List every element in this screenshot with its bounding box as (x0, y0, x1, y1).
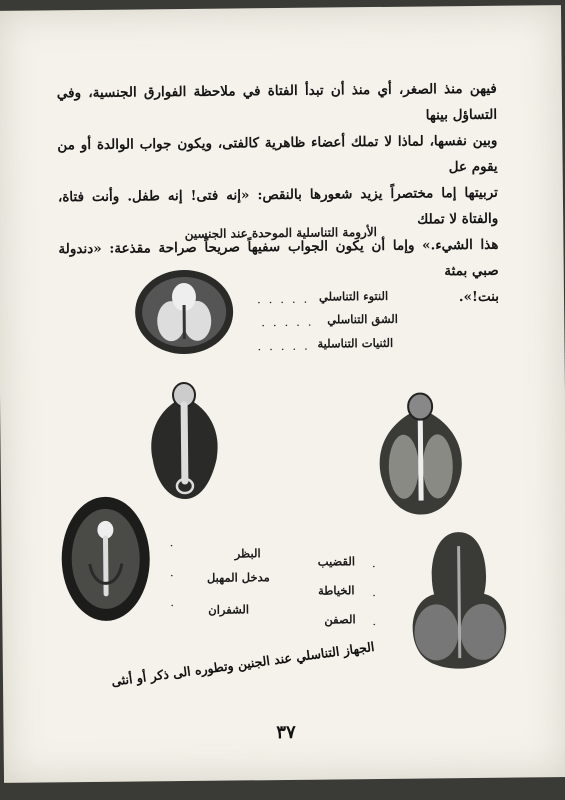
label-penis: القضيب (317, 554, 356, 569)
body-line-3: تربيتها إما مختصراً يزيد شعورها بالنقص: «إنه فتى! إنه طفل. وأنت فتاة، والفتاة لا تملك (57, 184, 499, 228)
figure-female-early (144, 381, 225, 504)
figure-female-developed (59, 493, 152, 624)
label-genital-tubercle: النتوء التناسلي (318, 288, 389, 304)
figure-indifferent-stage (133, 266, 236, 357)
figure-heading: الأرومة التناسلية الموحدة عند الجنسين (184, 225, 378, 242)
body-line-1: فيهن منذ الصغر، أي منذ أن تبدأ الفتاة في ملاحظة الفوارق الجنسية، وفي التساؤل بينها (56, 80, 498, 124)
label-clitoris: البظر (234, 546, 261, 561)
point-dot-male-1: . (371, 556, 378, 571)
book-page (0, 5, 565, 783)
label-vaginal-opening: مدخل المهبل (206, 570, 270, 585)
body-line-5: بنت!». (458, 288, 500, 306)
leader-dots-2: . . . . . (261, 314, 314, 330)
label-genital-slit: الشق التناسلي (327, 311, 399, 327)
leader-dots-3: . . . . . (257, 338, 310, 354)
point-dot-female-3: . (170, 595, 177, 610)
label-labia: الشفران (208, 602, 250, 617)
point-dot-male-2: . (372, 585, 378, 600)
label-genital-folds: الثنيات التناسلية (317, 335, 394, 351)
body-paragraph (57, 76, 499, 315)
body-line-4: هذا الشيء.» وإما أن يكون الجواب سفيهاً صريحاً صراحة مقذعة: «دندولة صبي بمثة (58, 236, 499, 280)
point-dot-male-3: . (372, 614, 379, 629)
label-scrotum: الصفن (324, 612, 356, 627)
body-line-2: وبين نفسها، لماذا لا تملك أعضاء ظاهرية كالفتى، ويكون جواب الوالدة أو من يقوم عل (57, 132, 498, 176)
figure-caption: الجهاز التناسلي عند الجنين وتطوره الى ذكر أو أنثى (110, 638, 376, 689)
figure-male-early (372, 392, 469, 519)
label-raphe: الخياطة (317, 583, 355, 598)
point-dot-female-1: . (169, 535, 176, 550)
point-dot-female-2: . (169, 565, 176, 580)
leader-dots-1: . . . . . (256, 291, 310, 307)
page-number: ٣٧ (276, 721, 296, 744)
figure-male-developed (405, 526, 513, 673)
